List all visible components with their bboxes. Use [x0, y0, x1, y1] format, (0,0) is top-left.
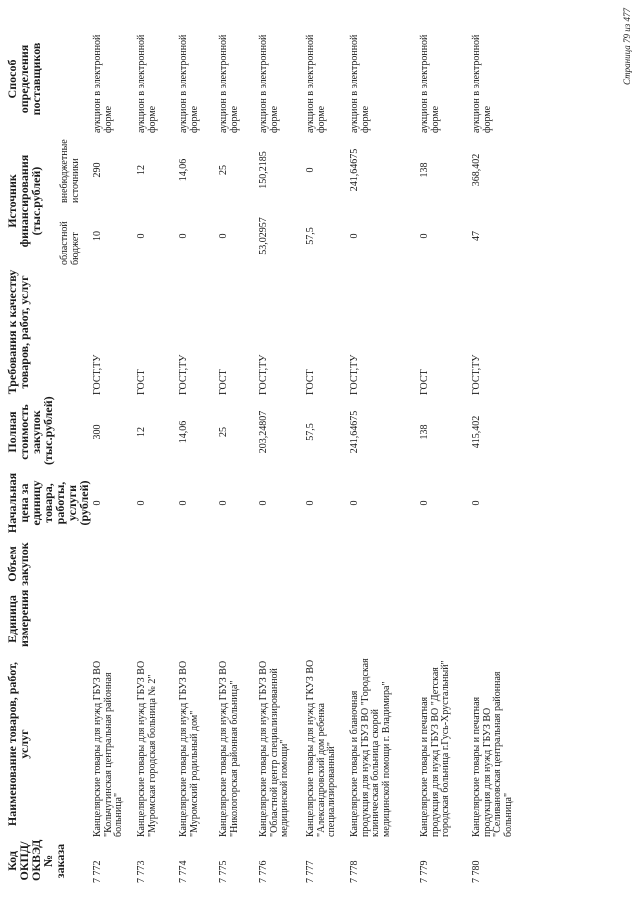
cell-funding-extrabudget: 241,64675 — [349, 148, 360, 192]
cell-init-price: 0 — [92, 500, 103, 506]
cell-unit — [93, 589, 137, 649]
table-row — [259, 23, 306, 883]
cell-code: 7 780 — [471, 860, 482, 883]
header-funding-regional: областной бюджет — [58, 221, 81, 265]
cell-method: аукцион в электронной форме — [218, 34, 240, 133]
cell-method: аукцион в электронной форме — [419, 34, 441, 133]
table-row — [306, 23, 350, 883]
cell-name: Канцелярские товары для нужд ГБУЗ ВО "Областной центр специализированной медицинской помощи" — [258, 660, 290, 837]
cell-full-cost: 415,402 — [471, 415, 482, 449]
cell-full-cost: 203,24807 — [258, 410, 269, 454]
cell-funding-extrabudget: 25 — [218, 165, 229, 175]
cell-requirements: ГОСТ — [419, 369, 430, 395]
cell-volume — [259, 539, 306, 589]
procurement-table — [6, 23, 524, 883]
cell-requirements: ГОСТ,ТУ — [258, 354, 269, 395]
cell-funding-regional: 57,5 — [305, 227, 316, 245]
cell-method: аукцион в электронной форме — [349, 34, 371, 133]
cell-code: 7 772 — [92, 860, 103, 883]
cell-method: аукцион в электронной форме — [305, 34, 327, 133]
cell-requirements: ГОСТ — [305, 369, 316, 395]
cell-init-price: 0 — [305, 500, 316, 506]
table-row — [93, 23, 137, 883]
table-row — [137, 23, 179, 883]
cell-requirements: ГОСТ,ТУ — [178, 354, 189, 395]
cell-name: Канцелярские товары для нужд ГБУЗ ВО "Муромская городская больница № 2" — [136, 660, 158, 837]
cell-init-price: 0 — [419, 500, 430, 506]
cell-unit — [179, 589, 219, 649]
cell-init-price: 0 — [178, 500, 189, 506]
cell-init-price: 0 — [349, 500, 360, 506]
cell-unit — [472, 589, 524, 649]
header-name: Наименование товаров, работ, услуг — [5, 661, 31, 827]
cell-funding-extrabudget: 0 — [305, 167, 316, 173]
cell-full-cost: 300 — [92, 424, 103, 440]
cell-init-price: 0 — [218, 500, 229, 506]
cell-name: Канцелярские товары для нужд ГБУЗ ВО "Никологорская районная больница" — [218, 660, 240, 837]
cell-name: Канцелярские товары и бланочная продукция для нужд ГБУЗ ВО "Городская клиническая больница скорой медицинской помощи г. Владимира" — [349, 658, 392, 837]
cell-unit — [350, 589, 420, 649]
cell-volume — [306, 539, 350, 589]
table-row — [350, 23, 420, 883]
cell-code: 7 778 — [349, 860, 360, 883]
cell-requirements: ГОСТ — [218, 369, 229, 395]
cell-funding-extrabudget: 14,06 — [178, 158, 189, 182]
cell-funding-regional: 0 — [218, 233, 229, 239]
cell-full-cost: 57,5 — [305, 423, 316, 441]
cell-name: Канцелярские товары и печатная продукция для нужд ГБУЗ ВО "Селивановская центральная районная больница" — [471, 671, 514, 837]
table-row — [219, 23, 259, 883]
cell-requirements: ГОСТ,ТУ — [471, 354, 482, 395]
cell-unit — [259, 589, 306, 649]
table-row — [472, 23, 524, 883]
cell-full-cost: 14,06 — [178, 420, 189, 444]
cell-funding-extrabudget: 290 — [92, 162, 103, 178]
cell-volume — [93, 539, 137, 589]
cell-unit — [219, 589, 259, 649]
cell-volume — [179, 539, 219, 589]
cell-code: 7 777 — [305, 860, 316, 883]
cell-volume — [219, 539, 259, 589]
header-method: Способ определения поставщиков — [5, 42, 43, 116]
cell-unit — [306, 589, 350, 649]
cell-funding-extrabudget: 368,402 — [471, 153, 482, 187]
cell-unit — [137, 589, 179, 649]
cell-funding-extrabudget: 138 — [419, 162, 430, 178]
cell-method: аукцион в электронной форме — [471, 34, 493, 133]
cell-funding-extrabudget: 150,2185 — [258, 151, 269, 189]
cell-init-price: 0 — [258, 500, 269, 506]
header-full-cost: Полная стоимость закупок (тыс.рублей) — [5, 396, 55, 465]
cell-full-cost: 138 — [419, 424, 430, 440]
cell-init-price: 0 — [136, 500, 147, 506]
cell-funding-regional: 0 — [349, 233, 360, 239]
cell-name: Канцелярские товары для нужд ГБУЗ ВО "Кольчугинская центральная районная больница" — [92, 660, 124, 837]
header-code: Код ОКПД/ ОКВЭД № заказа — [5, 839, 67, 881]
header-funding: Источник финансирования (тыс.рублей) — [5, 154, 43, 248]
cell-code: 7 779 — [419, 860, 430, 883]
cell-name: Канцелярские товары и печатная продукция для нужд ГБУЗ ВО "Детская городская больница г.Гусь-Хрустальный" — [419, 660, 451, 837]
cell-code: 7 776 — [258, 860, 269, 883]
cell-method: аукцион в электронной форме — [92, 34, 114, 133]
cell-volume — [137, 539, 179, 589]
cell-requirements: ГОСТ — [136, 369, 147, 395]
header-funding-extrabudget: внебюджетные источники — [58, 139, 81, 203]
header-unit: Единица измерения — [5, 589, 31, 647]
cell-name: Канцелярские товары для нужд ГКУЗ ВО "Александровский дом ребенка специализированный" — [305, 659, 337, 837]
header-row — [6, 23, 57, 883]
cell-funding-regional: 53,02957 — [258, 217, 269, 255]
cell-funding-regional: 0 — [136, 233, 147, 239]
cell-requirements: ГОСТ,ТУ — [92, 354, 103, 395]
cell-full-cost: 241,64675 — [349, 410, 360, 454]
cell-unit — [420, 589, 472, 649]
cell-full-cost: 25 — [218, 427, 229, 437]
cell-code: 7 775 — [218, 860, 229, 883]
cell-full-cost: 12 — [136, 427, 147, 437]
cell-name: Канцелярские товары для нужд ГБУЗ ВО "Муромский родильный дом" — [178, 660, 200, 837]
cell-method: аукцион в электронной форме — [136, 34, 158, 133]
page-number: Страница 79 из 477 — [622, 8, 632, 85]
header-init-price: Начальная цена за единицу товара, работы, услуги (рублей) — [5, 472, 91, 534]
header-volume: Объем закупок — [5, 542, 31, 586]
cell-funding-regional: 47 — [471, 231, 482, 241]
cell-funding-regional: 0 — [178, 233, 189, 239]
cell-funding-extrabudget: 12 — [136, 165, 147, 175]
cell-requirements: ГОСТ,ТУ — [349, 354, 360, 395]
cell-init-price: 0 — [471, 500, 482, 506]
cell-volume — [472, 539, 524, 589]
cell-funding-regional: 0 — [419, 233, 430, 239]
table-row — [179, 23, 219, 883]
cell-method: аукцион в электронной форме — [178, 34, 200, 133]
table-row — [420, 23, 472, 883]
cell-funding-regional: 10 — [92, 231, 103, 241]
cell-volume — [350, 539, 420, 589]
cell-volume — [420, 539, 472, 589]
cell-method: аукцион в электронной форме — [258, 34, 280, 133]
cell-code: 7 774 — [178, 860, 189, 883]
cell-code: 7 773 — [136, 860, 147, 883]
header-requirements: Требования к качеству товаров, работ, услуг — [5, 269, 31, 395]
